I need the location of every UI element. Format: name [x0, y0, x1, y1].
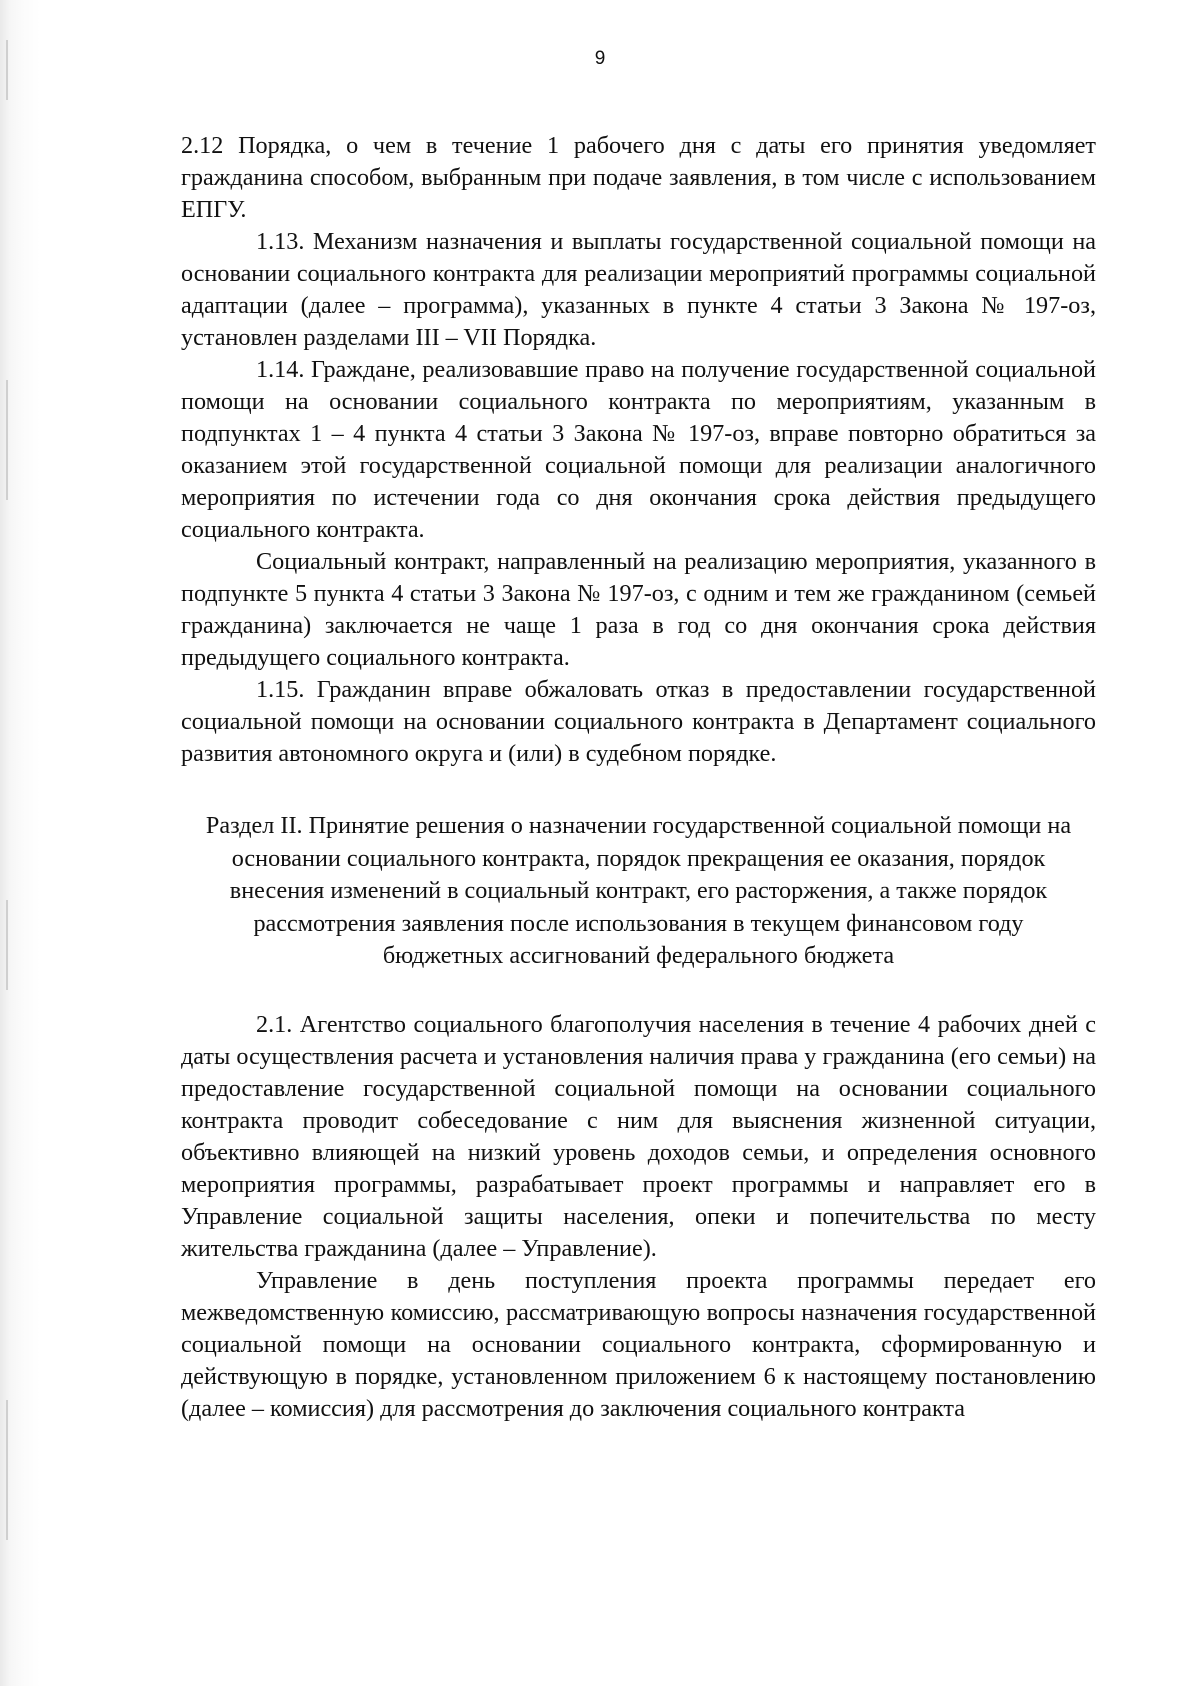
paragraph-upravlenie: Управление в день поступления проекта программы передает его межведомственную комиссию, рассматривающую вопросы назначения государственной социальной помощи на основании социального контракта, сформированную и действующую в порядке, установленном приложением 6 к настоящему постановлению (далее – комиссия) для рассмотрения до заключения социального контракта	[181, 1266, 1096, 1422]
paragraph-2-1: 2.1. Агентство социального благополучия населения в течение 4 рабочих дней с даты осуществления расчета и установления наличия права у гражданина (его семьи) на предоставление государственной социальной помощи на основании социального контракта проводит собеседование с ним для выяснения жизненной ситуации, объективно влияющей на низкий уровень доходов семьи, и определения основного мероприятия программы, разрабатывает проект программы и направляет его в Управление социальной защиты населения, опеки и попечительства по месту жительства гражданина (далее – Управление).	[181, 1010, 1096, 1262]
document-body	[181, 130, 1096, 1425]
scan-edge	[0, 0, 40, 1686]
section-body	[181, 1009, 1096, 1425]
scan-artifact	[6, 900, 8, 990]
section-heading: Раздел II. Принятие решения о назначении государственной социальной помощи на основании социального контракта, порядок прекращения ее оказания, порядок внесения изменений в социальный контракт, его расторжения, а также порядок рассмотрения заявления после использования в текущем финансовом году бюджетных ассигнований федерального бюджета	[205, 812, 1072, 969]
paragraph-1-14: 1.14. Граждане, реализовавшие право на получение государственной социальной помощи на основании социального контракта по мероприятиям, указанным в подпунктах 1 – 4 пункта 4 статьи 3 Закона № 197-оз, вправе повторно обратиться за оказанием этой государственной социальной помощи для реализации аналогичного мероприятия по истечении года со дня окончания срока действия предыдущего социального контракта.	[181, 356, 1096, 543]
page-number: 9	[594, 48, 606, 69]
paragraph-continuation: 2.12 Порядка, о чем в течение 1 рабочего дня с даты его принятия уведомляет гражданина способом, выбранным при подаче заявления, в том числе с использованием ЕПГУ.	[181, 132, 1096, 223]
paragraph-1-15: 1.15. Гражданин вправе обжаловать отказ в предоставлении государственной социальной помощи на основании социального контракта в Департамент социального развития автономного округа и (или) в судебном порядке.	[181, 676, 1096, 767]
paragraph-social-contract: Социальный контракт, направленный на реализацию мероприятия, указанного в подпункте 5 пункта 4 статьи 3 Закона № 197-оз, с одним и тем же гражданином (семьей гражданина) заключается не чаще 1 раза в год со дня окончания срока действия предыдущего социального контракта.	[181, 548, 1096, 671]
scan-artifact	[6, 380, 8, 500]
scan-artifact	[6, 1400, 8, 1540]
paragraph-1-13: 1.13. Механизм назначения и выплаты государственной социальной помощи на основании социального контракта для реализации мероприятий программы социальной адаптации (далее – программа), указанных в пункте 4 статьи 3 Закона № 197-оз, установлен разделами III – VII Порядка.	[181, 228, 1096, 351]
